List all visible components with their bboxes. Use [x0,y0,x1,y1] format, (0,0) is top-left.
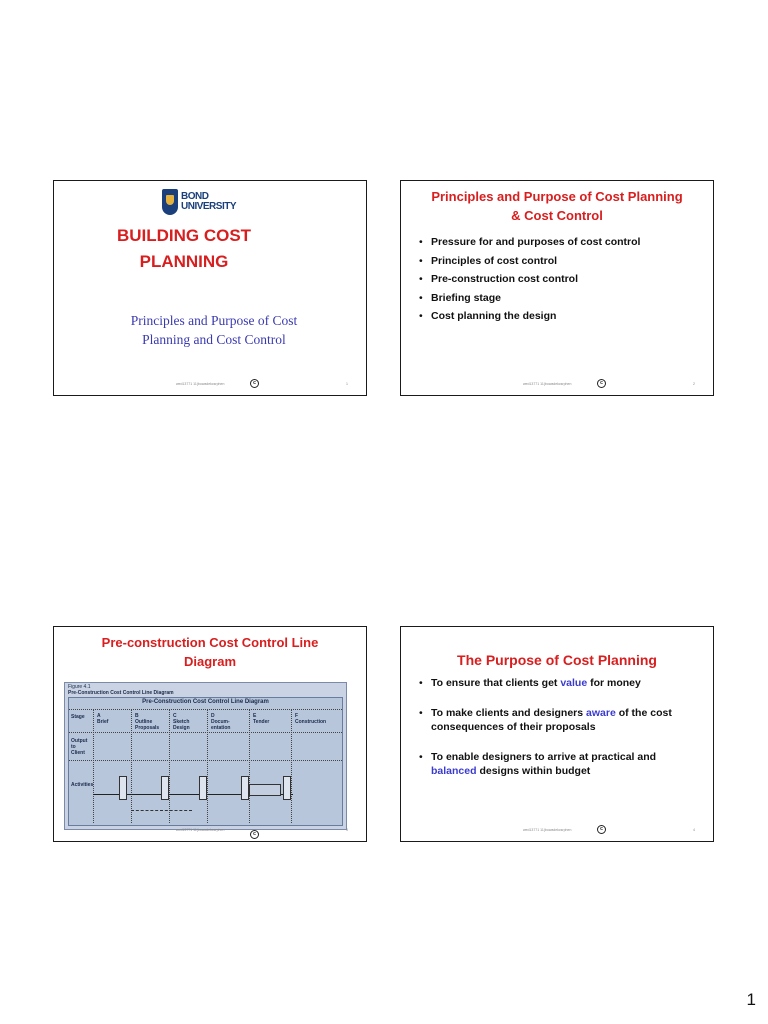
slide-number: 3 [346,828,348,832]
feedback-line [131,810,192,811]
slide-number: 4 [693,828,695,832]
slide-title: Principles and Purpose of Cost Planning & Cost Control [431,189,683,223]
bullet-list [419,676,703,794]
diagram-body [68,697,343,826]
slide-footer: wed13771 11(bowadekcsrphen c 4 [523,826,695,832]
slide-1 [53,180,367,396]
slide-title: Pre-construction Cost Control Line Diagram [101,635,319,669]
cost-control-line-diagram [64,682,347,830]
list-item: • To ensure that clients get value for money [419,676,703,690]
copyright-icon: c [597,825,606,834]
slide-title: The Purpose of Cost Planning [457,652,657,668]
list-item: • Cost planning the design [419,307,703,326]
activity-box [161,776,169,800]
slide-2 [400,180,714,396]
bullet-list [419,233,703,326]
divider [69,760,342,761]
copyright-icon: c [597,379,606,388]
activity-box [283,776,291,800]
divider [291,710,292,823]
slide-footer: wed13771 11(bowadekcsrphen c 1 [176,380,348,386]
list-item: • To enable designers to arrive at practical and balanced designs within budget [419,750,703,778]
activity-box [241,776,249,800]
bond-university-logo [162,189,242,219]
stage-b: B Outline Proposals [135,713,160,731]
stage-c: C Sketch Design [173,713,190,731]
list-item: • To make clients and designers aware of the cost consequences of their proposals [419,706,703,734]
stage-f: F Construction [295,713,327,725]
list-item: • Pressure for and purposes of cost control [419,233,703,252]
copyright-icon: c [250,830,259,839]
copyright-icon: c [250,379,259,388]
slide-title: BUILDING COST PLANNING [116,226,252,271]
divider [207,710,208,823]
slide-4 [400,626,714,842]
list-item: • Briefing stage [419,289,703,308]
diagram-title: Pre-Construction Cost Control Line Diagram [142,699,269,705]
divider [69,709,342,710]
slide-subtitle: Principles and Purpose of Cost Planning and Cost Control [130,313,298,347]
activity-box [249,784,281,796]
row-label-activities: Activities [71,782,94,788]
list-item: • Pre-construction cost control [419,270,703,289]
slide-number: 1 [346,382,348,386]
divider [131,710,132,823]
activity-box [199,776,207,800]
figure-caption: Pre-Construction Cost Control Line Diagram [68,690,174,696]
stage-d: D Docum- entation [211,713,231,731]
slide-number: 2 [693,382,695,386]
stage-a: A Brief [97,713,109,725]
divider [69,732,342,733]
row-label-stage: Stage [71,714,85,720]
list-item: • Principles of cost control [419,252,703,271]
slide-footer: wed13771 11(bowadekcsrphen c 2 [523,380,695,386]
slide-3 [53,626,367,842]
divider [169,710,170,823]
activity-box [119,776,127,800]
crest-icon [162,189,178,215]
figure-label: Figure 4.1 [68,684,91,690]
divider [93,710,94,823]
stage-e: E Tender [253,713,270,725]
divider [249,710,250,823]
slide-footer: wed13771 11(bowadekcsrphen c 3 [176,828,348,837]
page-number: 1 [746,990,756,1009]
row-label-output: Output to Client [71,738,88,756]
logo-text: BOND UNIVERSITY [181,191,237,212]
